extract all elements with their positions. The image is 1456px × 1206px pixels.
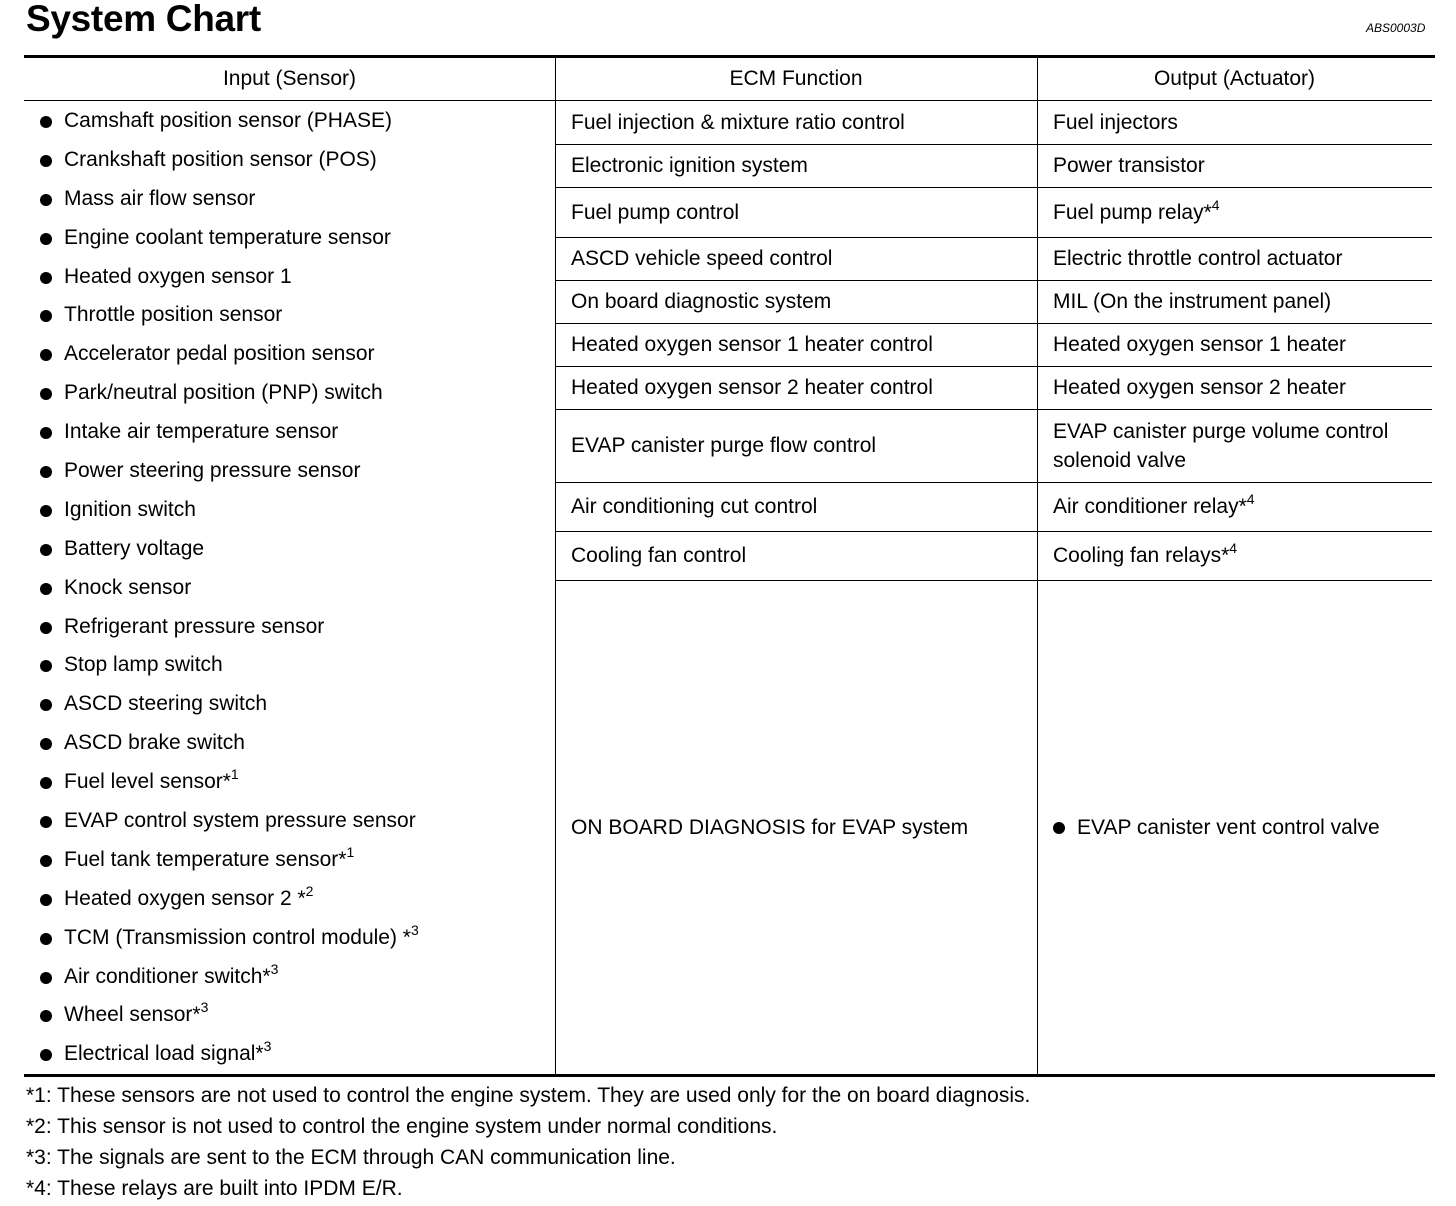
ecm-function-cell [555,100,1037,144]
bullet-icon [40,155,52,167]
system-chart-table [24,55,1435,1077]
footnote: *1: These sensors are not used to control the engine system. They are used only for the on board diagnosis. [26,1084,1031,1107]
ecm-function-cell [555,280,1037,323]
input-sensor-item [40,646,550,685]
footnote: *2: This sensor is not used to control the engine system under normal conditions. [26,1115,778,1138]
input-sensor-item [40,958,550,997]
input-sensor-item [40,880,550,919]
input-sensor-item [40,569,550,608]
ecm-function-label: Heated oxygen sensor 2 heater control [571,376,933,399]
output-actuator-label: MIL (On the instrument panel) [1053,290,1332,313]
input-sensor-item [40,802,550,841]
output-actuator-label: Cooling fan relays* [1053,544,1230,567]
input-sensor-item [40,219,550,258]
ecm-function-cell [555,237,1037,280]
ecm-function-label: Fuel pump control [571,200,740,224]
header-output: Output (Actuator) [1153,67,1316,90]
output-actuator-label: Heated oxygen sensor 2 heater [1053,376,1347,399]
output-actuator-label: Fuel injectors [1053,110,1178,134]
input-sensor-item [40,919,550,958]
input-sensor-item [40,374,550,413]
bullet-icon [40,972,52,984]
ecm-function-cell [555,580,1037,1074]
bullet-icon [40,466,52,478]
output-actuator-cell [1037,482,1432,531]
output-actuator-label: EVAP canister vent control valve [1077,815,1380,839]
input-sensor-item [40,413,550,452]
footnote-ref: 3 [263,1038,272,1055]
input-sensor-list [40,102,550,1074]
bullet-icon [40,855,52,867]
output-actuator-label: Electric throttle control actuator [1053,247,1343,270]
input-sensor-label: Engine coolant temperature sensor [64,225,391,249]
output-actuator-cell [1037,323,1432,366]
input-sensor-label: ASCD steering switch [64,692,268,716]
input-sensor-label: Accelerator pedal position sensor [64,342,375,366]
ecm-function-label: ASCD vehicle speed control [571,247,833,270]
input-sensor-label: Fuel level sensor* [64,770,231,794]
input-sensor-item [40,452,550,491]
ecm-function-label: Fuel injection & mixture ratio control [571,110,905,134]
output-actuator-cell [1037,187,1432,237]
input-sensor-label: Stop lamp switch [64,653,223,677]
output-actuator-cell [1037,409,1432,482]
input-sensor-item [40,724,550,763]
input-sensor-item [40,335,550,374]
output-actuator-cell [1037,531,1432,580]
bullet-icon [40,777,52,789]
input-sensor-item [40,491,550,530]
output-actuator-label: Heated oxygen sensor 1 heater [1053,333,1347,356]
input-sensor-label: TCM (Transmission control module) * [64,925,411,949]
ecm-function-label: Electronic ignition system [571,154,808,177]
header-ecm: ECM Function [729,67,863,90]
input-sensor-item [40,996,550,1035]
input-sensor-label: ASCD brake switch [64,731,245,755]
footnotes [26,1080,1030,1204]
output-actuator-cell [1037,237,1432,280]
ecm-function-cell [555,366,1037,409]
ecm-function-cell [555,323,1037,366]
ecm-function-cell [555,531,1037,580]
footnote: *3: The signals are sent to the ECM through CAN communication line. [26,1146,676,1169]
bullet-icon [40,194,52,206]
bullet-icon [40,583,52,595]
footnote-ref: 3 [200,999,209,1016]
bullet-icon [40,272,52,284]
bullet-icon [40,427,52,439]
input-sensor-item [40,141,550,180]
bullet-icon [40,933,52,945]
input-sensor-label: Knock sensor [64,575,192,599]
ecm-function-label: EVAP canister purge flow control [571,434,877,457]
bullet-icon [40,116,52,128]
output-actuator-cell [1037,100,1432,144]
input-sensor-item [40,608,550,647]
input-sensor-label: Throttle position sensor [64,303,283,327]
output-actuator-cell [1037,280,1432,323]
footnote-ref: 3 [270,960,279,977]
page-title: System Chart [26,0,261,39]
input-sensor-item [40,258,550,297]
input-sensor-label: Fuel tank temperature sensor* [64,847,347,871]
input-sensor-label: EVAP control system pressure sensor [64,809,416,833]
footnote-ref: 1 [346,843,355,860]
footnote-ref: 3 [410,921,419,938]
ecm-function-label: Air conditioning cut control [571,495,818,518]
output-actuator-label: Fuel pump relay* [1053,200,1212,224]
bullet-icon [40,505,52,517]
ecm-function-label: ON BOARD DIAGNOSIS for EVAP system [571,815,969,839]
input-sensor-label: Camshaft position sensor (PHASE) [64,109,392,132]
input-sensor-item [40,530,550,569]
bullet-icon [40,622,52,634]
footnote-ref: 4 [1211,196,1220,213]
input-sensor-label: Ignition switch [64,497,196,521]
input-sensor-label: Refrigerant pressure sensor [64,614,325,638]
input-sensor-label: Air conditioner switch* [64,964,271,988]
header-input: Input (Sensor) [222,67,357,90]
bullet-icon [40,310,52,322]
bullet-icon [40,660,52,672]
bullet-icon [40,894,52,906]
input-sensor-item [40,685,550,724]
input-sensor-label: Heated oxygen sensor 1 [64,264,292,288]
input-sensor-item [40,296,550,335]
footnote-ref: 2 [305,882,314,899]
input-sensor-label: Wheel sensor* [64,1003,201,1027]
footnote-ref: 1 [230,766,239,783]
bullet-icon [40,544,52,556]
input-sensor-item [40,763,550,802]
output-actuator-cell [1037,144,1432,187]
bullet-icon [40,1049,52,1061]
bullet-icon [40,738,52,750]
ecm-function-cell [555,409,1037,482]
output-actuator-cell [1037,580,1432,1074]
input-sensor-item [40,1035,550,1074]
ecm-function-cell [555,187,1037,237]
input-sensor-label: Power steering pressure sensor [64,459,361,483]
ecm-function-label: Cooling fan control [571,544,747,567]
output-actuator-label: Air conditioner relay* [1053,495,1247,518]
bullet-icon [40,816,52,828]
input-sensor-label: Mass air flow sensor [64,186,256,210]
input-sensor-label: Heated oxygen sensor 2 * [64,886,306,910]
input-sensor-item [40,180,550,219]
input-sensor-item [40,102,550,141]
ecm-function-label: Heated oxygen sensor 1 heater control [571,333,933,356]
bullet-icon [40,1010,52,1022]
bullet-icon [40,233,52,245]
ecm-function-label: On board diagnostic system [571,290,832,313]
input-sensor-label: Park/neutral position (PNP) switch [64,381,383,405]
footnote: *4: These relays are built into IPDM E/R. [26,1177,403,1200]
output-actuator-label: EVAP canister purge volume control solenoid valve [1053,419,1389,472]
bullet-icon [40,349,52,361]
ecm-function-cell [555,482,1037,531]
ecm-function-cell [555,144,1037,187]
footnote-ref: 4 [1246,491,1255,507]
output-actuator-cell [1037,366,1432,409]
input-sensor-item [40,841,550,880]
input-sensor-label: Battery voltage [64,536,205,560]
footnote-ref: 4 [1229,540,1238,556]
output-actuator-label: Power transistor [1053,154,1205,177]
bullet-icon [40,699,52,711]
input-sensor-label: Electrical load signal* [64,1042,264,1066]
bullet-icon [1053,822,1065,834]
input-sensor-label: Crankshaft position sensor (POS) [64,147,377,171]
bullet-icon [40,388,52,400]
document-id: ABS0003D [1366,21,1426,35]
input-sensor-label: Intake air temperature sensor [64,420,339,444]
